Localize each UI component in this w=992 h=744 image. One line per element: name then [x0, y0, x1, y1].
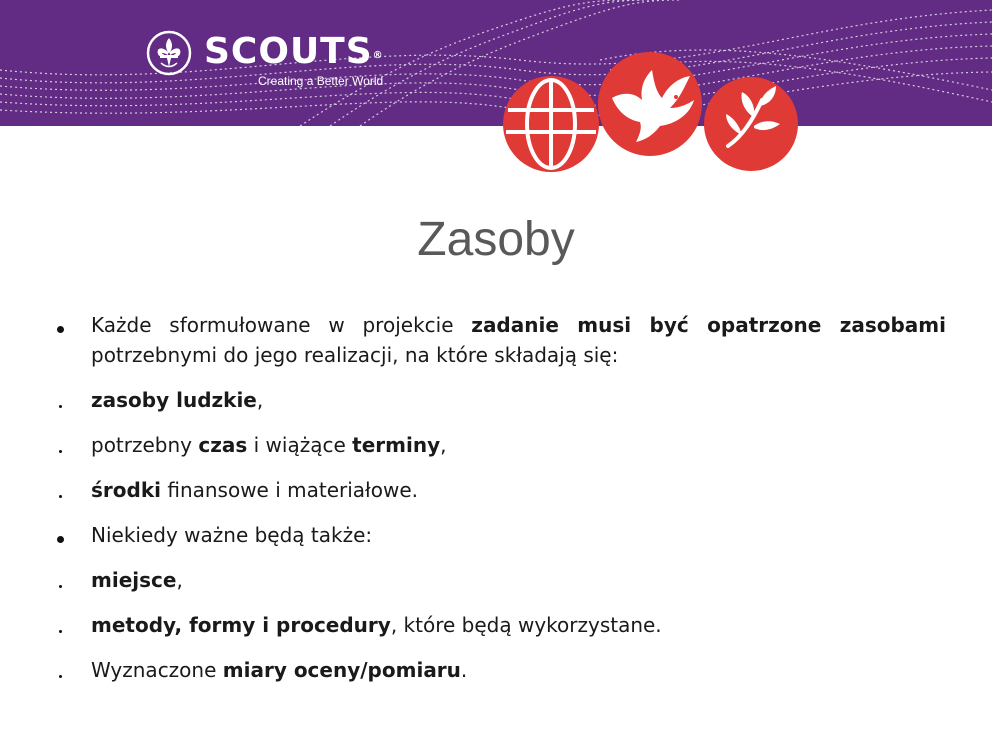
list-item: [54, 475, 946, 505]
text-run: Każde sformułowane w projekcie: [91, 313, 472, 337]
slide-title: Zasoby: [417, 213, 575, 266]
list-item-text: [91, 565, 946, 595]
text-run: ,: [256, 388, 264, 412]
list-item: [54, 520, 946, 550]
bold-text: miary oceny/pomiaru: [222, 658, 461, 682]
bold-text: zadanie musi być opatrzone zasobami: [471, 313, 946, 337]
list-item: [54, 565, 946, 595]
text-run: potrzebny: [91, 433, 199, 457]
bold-text: środki: [91, 478, 161, 502]
text-run: i wiążące: [247, 433, 353, 457]
bold-text: zasoby ludzkie: [91, 388, 257, 412]
list-item: [54, 655, 946, 685]
list-item: [54, 610, 946, 640]
globe-icon: [503, 76, 599, 172]
list-item-text: [91, 610, 946, 640]
list-item-text: [91, 385, 946, 415]
symbol-circles: [0, 0, 992, 180]
text-run: .: [460, 658, 468, 682]
text-run: , które będą wykorzystane.: [390, 613, 662, 637]
bold-text: czas: [198, 433, 248, 457]
text-run: ,: [440, 433, 447, 457]
bold-text: terminy: [352, 433, 441, 457]
bold-text: miejsce: [91, 568, 177, 592]
list-item: [54, 385, 946, 415]
text-run: potrzebnymi do jego realizacji, na które składają się:: [91, 343, 619, 367]
text-run: Wyznaczone: [91, 658, 223, 682]
list-item-text: [91, 520, 946, 550]
bold-text: metody, formy i procedury: [91, 613, 391, 637]
logo-wordmark: SCOUTS®: [204, 31, 384, 72]
list-item: [54, 310, 946, 370]
text-run: Niekiedy ważne będą także:: [91, 523, 373, 547]
list-item-text: [91, 655, 946, 685]
logo-tagline: Creating a Better World: [258, 74, 384, 88]
list-item-text: [91, 310, 946, 370]
text-run: ,: [176, 568, 183, 592]
list-item-text: [91, 430, 946, 460]
registered-mark: ®: [372, 50, 384, 61]
olive-branch-icon: [704, 77, 798, 171]
list-item: [54, 430, 946, 460]
dove-icon: [598, 52, 702, 156]
bullet-list: [54, 310, 946, 685]
text-run: finansowe i materiałowe.: [160, 478, 418, 502]
list-item-text: [91, 475, 946, 505]
